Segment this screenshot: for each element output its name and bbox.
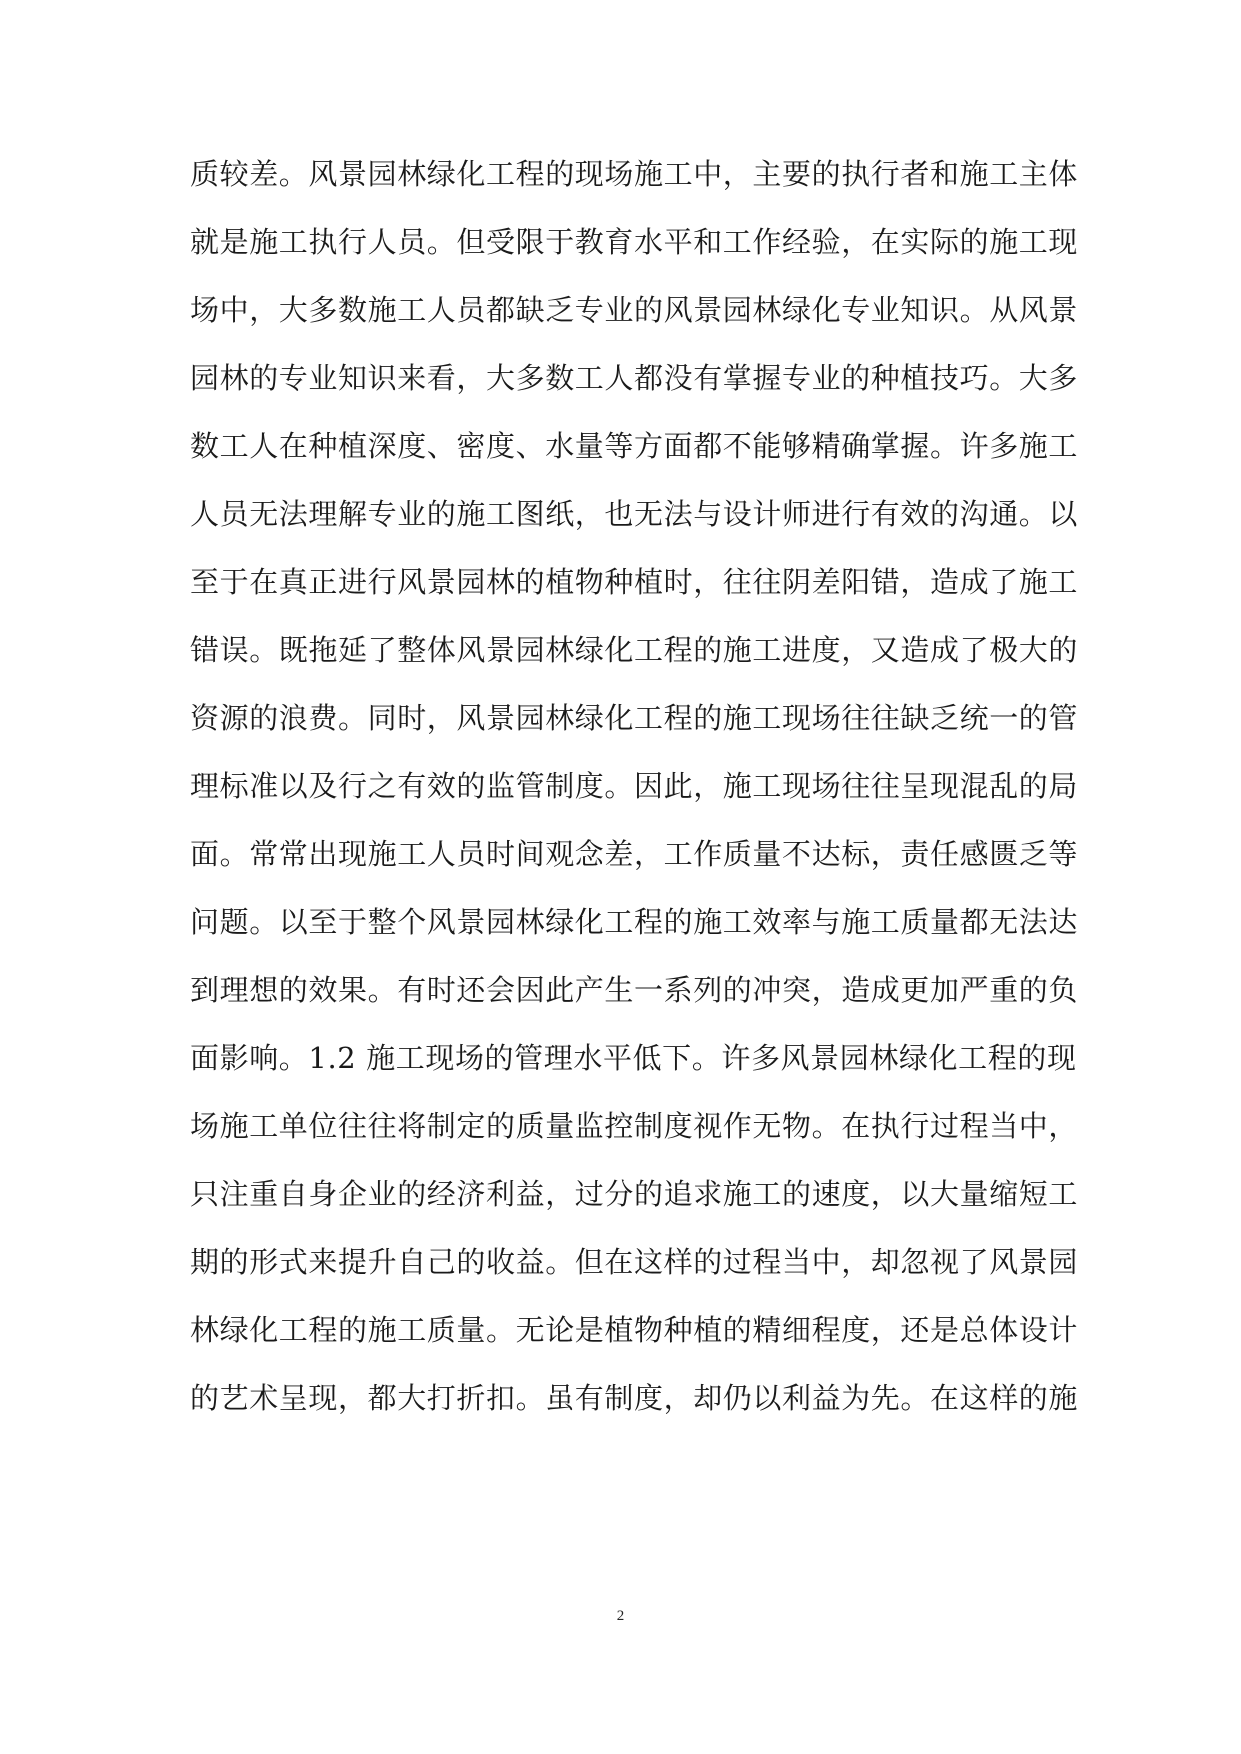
- page-number: 2: [616, 1608, 625, 1624]
- text-line: 场中，大多数施工人员都缺乏专业的风景园林绿化专业知识。从风景: [190, 293, 1079, 327]
- text-line: 资源的浪费。同时，风景园林绿化工程的施工现场往往缺乏统一的管: [190, 701, 1079, 735]
- text-line: 面影响。1.2 施工现场的管理水平低下。许多风景园林绿化工程的现: [190, 1041, 1077, 1075]
- text-line: 就是施工执行人员。但受限于教育水平和工作经验，在实际的施工现: [190, 225, 1079, 259]
- text-line: 期的形式来提升自己的收益。但在这样的过程当中，却忽视了风景园: [190, 1245, 1079, 1279]
- text-line: 错误。既拖延了整体风景园林绿化工程的施工进度，又造成了极大的: [190, 633, 1079, 667]
- text-line: 理标准以及行之有效的监管制度。因此，施工现场往往呈现混乱的局: [190, 769, 1079, 803]
- text-line: 面。常常出现施工人员时间观念差，工作质量不达标，责任感匮乏等: [190, 837, 1079, 871]
- text-line: 数工人在种植深度、密度、水量等方面都不能够精确掌握。许多施工: [190, 429, 1079, 463]
- text-line: 的艺术呈现，都大打折扣。虽有制度，却仍以利益为先。在这样的施: [190, 1381, 1079, 1415]
- text-line: 只注重自身企业的经济利益，过分的追求施工的速度，以大量缩短工: [190, 1177, 1079, 1211]
- text-line: 园林的专业知识来看，大多数工人都没有掌握专业的种植技巧。大多: [190, 361, 1079, 395]
- text-line: 到理想的效果。有时还会因此产生一系列的冲突，造成更加严重的负: [190, 973, 1079, 1007]
- text-line: 人员无法理解专业的施工图纸，也无法与设计师进行有效的沟通。以: [190, 497, 1079, 531]
- text-line: 质较差。风景园林绿化工程的现场施工中，主要的执行者和施工主体: [190, 157, 1079, 191]
- text-line: 林绿化工程的施工质量。无论是植物种植的精细程度，还是总体设计: [190, 1313, 1079, 1347]
- text-line: 至于在真正进行风景园林的植物种植时，往往阴差阳错，造成了施工: [190, 565, 1079, 599]
- body-paragraph: [190, 140, 1079, 1432]
- text-line: 问题。以至于整个风景园林绿化工程的施工效率与施工质量都无法达: [190, 905, 1079, 939]
- text-line: 场施工单位往往将制定的质量监控制度视作无物。在执行过程当中，: [190, 1109, 1079, 1143]
